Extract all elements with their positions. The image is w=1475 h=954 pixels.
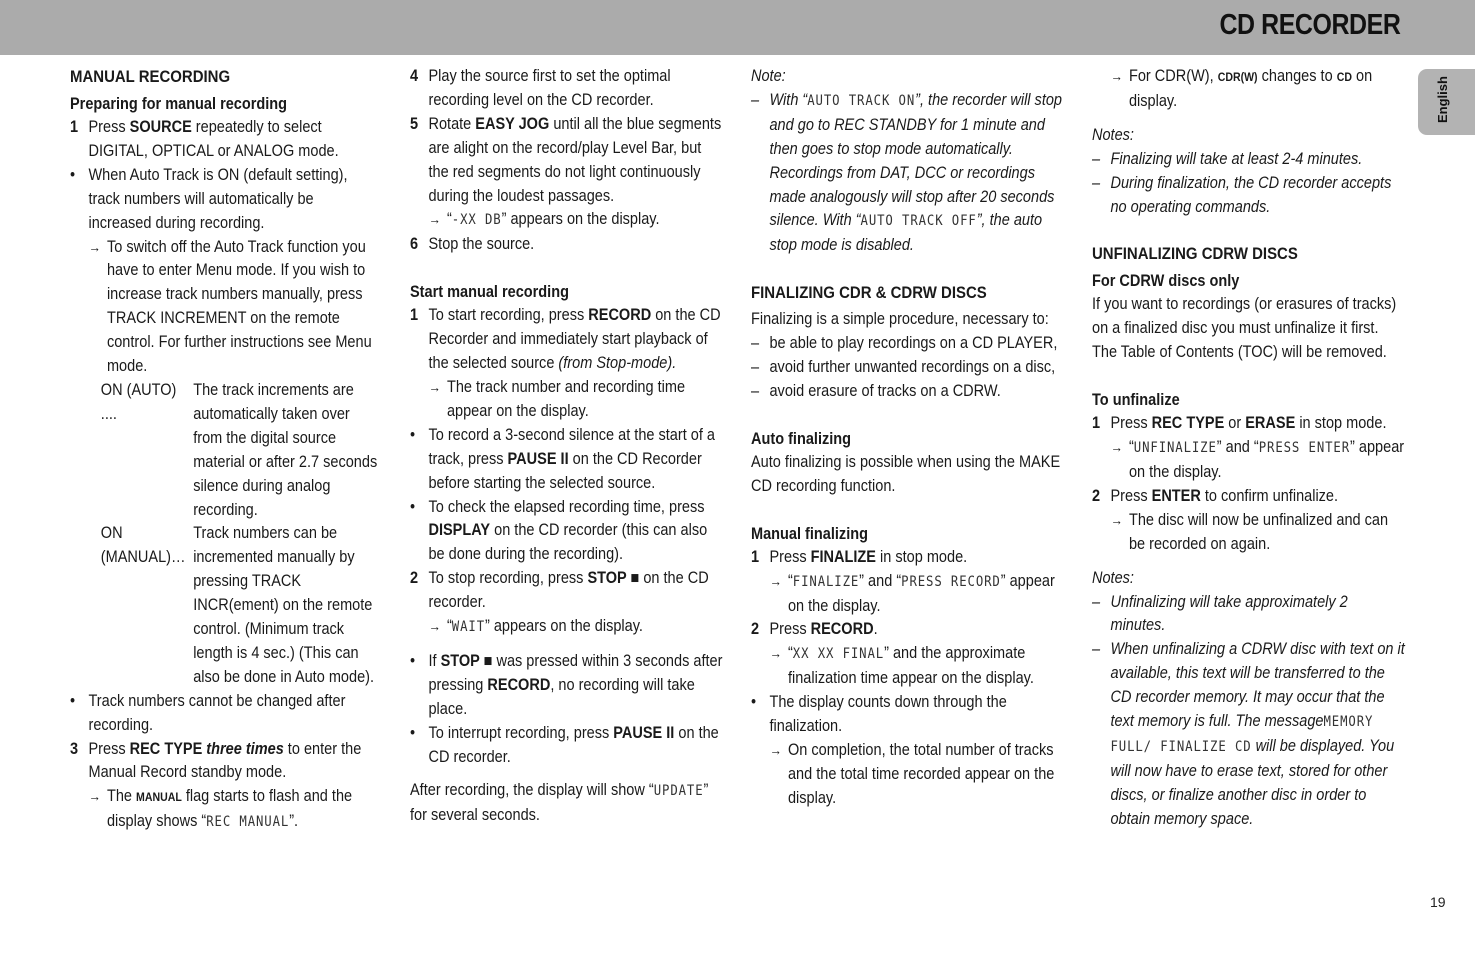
- step-4: 4 Play the source first to set the optimal recording level on the CD recorder.: [410, 67, 671, 109]
- note-no-commands: – During finalization, the CD recorder accepts no operating commands.: [1092, 173, 1392, 216]
- arrow-final-time: → “XX XX FINAL” and the approximate finalization time appear on the display.: [769, 642, 1062, 691]
- finalizing-intro: Finalizing is a simple procedure, necessary to:: [751, 310, 1049, 329]
- note-label: Note:: [751, 67, 786, 85]
- section-heading-manual-recording: MANUAL RECORDING: [70, 67, 231, 86]
- arrow-icon: →: [88, 788, 101, 805]
- subheading-preparing: Preparing for manual recording: [70, 95, 288, 113]
- arrow-icon: →: [1110, 68, 1123, 84]
- header-bar: [0, 0, 1475, 55]
- language-tab-label: English: [1435, 76, 1450, 123]
- arrow-icon: →: [769, 572, 782, 589]
- unfinalize-step-2: 2 Press ENTER to confirm unfinalize.: [1092, 486, 1339, 505]
- note-finalize-time: – Finalizing will take at least 2-4 minutes.: [1092, 149, 1363, 168]
- arrow-track-time: → The track number and recording time appear on the display.: [428, 376, 723, 424]
- arrow-icon: →: [1110, 511, 1123, 528]
- finalize-step-1: 1 Press FINALIZE in stop mode.: [751, 547, 968, 566]
- arrow-icon: →: [428, 378, 441, 395]
- bullet-interrupt: • To interrupt recording, press PAUSE II on the CD recorder.: [410, 723, 719, 766]
- arrow-wait: → “WAIT” appears on the display.: [428, 615, 723, 640]
- step-3: 3 Press REC TYPE three times to enter the Manual Record standby mode.: [70, 739, 362, 782]
- bullet-track-numbers: • Track numbers cannot be changed after recording.: [70, 691, 346, 734]
- unfinalize-intro: If you want to recordings (or erasures of tracks) on a finalized disc you must unfinalize it first. The Table of Contents (TOC) will be removed.: [1092, 295, 1397, 362]
- arrow-cdrw-changes: → For CDR(W), CDR(W) changes to CD on display.: [1110, 65, 1405, 114]
- arrow-unfinalized: → The disc will now be unfinalized and can be recorded on again.: [1110, 509, 1405, 557]
- subheading-auto-finalizing: Auto finalizing: [751, 429, 852, 448]
- arrow-icon: →: [88, 238, 101, 255]
- bullet-auto-track: • When Auto Track is ON (default setting), track numbers will automatically be increased during recording.: [70, 165, 348, 232]
- note-unfinalize-time: – Unfinalizing will take approximately 2 minutes.: [1092, 592, 1348, 635]
- arrow-icon: →: [769, 741, 782, 758]
- record-step-2: 2 To stop recording, press STOP ■ on the CD recorder.: [410, 569, 709, 612]
- column-4: [1092, 65, 1410, 832]
- section-heading-unfinalizing: UNFINALIZING CDRW DISCS: [1092, 244, 1298, 264]
- subheading-to-unfinalize: To unfinalize: [1092, 391, 1180, 410]
- arrow-icon: →: [1110, 439, 1123, 456]
- arrow-icon: →: [428, 211, 441, 228]
- subheading-start-manual: Start manual recording: [410, 283, 569, 302]
- step-6: 6 Stop the source.: [410, 235, 535, 254]
- finalize-reason-3: – avoid erasure of tracks on a CDRW.: [751, 381, 1001, 400]
- notes-label-1: Notes:: [1092, 125, 1134, 144]
- bullet-elapsed-time: • To check the elapsed recording time, press DISPLAY on the CD recorder (this can also be done during the recording).: [410, 497, 708, 564]
- subheading-cdrw-only: For CDRW discs only: [1092, 272, 1240, 291]
- finalize-step-2: 2 Press RECORD.: [751, 620, 878, 639]
- unfinalize-step-1: 1 Press REC TYPE or ERASE in stop mode.: [1092, 414, 1387, 433]
- page-title: CD RECORDER: [1219, 9, 1400, 41]
- notes-label-2: Notes:: [1092, 568, 1134, 587]
- subheading-manual-finalizing: Manual finalizing: [751, 524, 868, 543]
- page-number: 19: [1430, 894, 1446, 910]
- note-auto-track: – With “AUTO TRACK ON”, the recorder will stop and go to REC STANDBY for 1 minute and then goes to stop mode automatically. Recordings from DAT, DCC or recordings made analogously will stop after 20 seconds silence. With “AUTO TRACK OFF”, the auto stop mode is disabled.: [751, 90, 1063, 255]
- note-cd-text-memory: – When unfinalizing a CDRW disc with text on it available, this text will be transferred to the CD recorder memory. It may occur that the text memory is full. The messageMEMORY FULL/ FINALIZE CD will be displayed. You will now have to erase text, stored for other discs, or finalize another disc in order to obtain memory space.: [1092, 640, 1405, 828]
- arrow-auto-track-off: → To switch off the Auto Track function you have to enter Menu mode. If you wish to increase track numbers manually, press TRACK INCREMENT on the remote control. For further instructions see Menu mode.: [88, 236, 380, 379]
- arrow-completion: → On completion, the total number of tracks and the total time recorded appear on the display.: [769, 739, 1062, 811]
- column-2: [410, 65, 728, 828]
- finalize-reason-2: – avoid further unwanted recordings on a disc,: [751, 358, 1056, 377]
- definition-on-auto: ON (AUTO) .... The track increments are automatically taken over from the digital source material or after 2.7 seconds silence during analog recording.: [100, 380, 378, 519]
- column-1: [70, 65, 385, 835]
- bullet-silence: • To record a 3-second silence at the start of a track, press PAUSE II on the CD Recorder before starting the selected source.: [410, 425, 716, 492]
- step-5: 5 Rotate EASY JOG until all the blue segments are alight on the record/play Level Bar, but the red segments do not light continuously during the loudest passages.: [410, 114, 722, 205]
- arrow-finalize-display: → “FINALIZE” and “PRESS RECORD” appear on the display.: [769, 570, 1062, 619]
- arrow-db-display: → “-XX DB” appears on the display.: [428, 208, 723, 233]
- column-3: [751, 65, 1067, 811]
- record-step-1: 1 To start recording, press RECORD on the CD Recorder and immediately start playback of the selected source (from Stop-mode).: [410, 306, 721, 373]
- definition-on-manual: ON (MANUAL)… Track numbers can be incremented manually by pressing TRACK INCR(ement) on the remote control. (Minimum track length is 4 sec.) (This can also be done in Auto mode).: [100, 524, 375, 686]
- after-recording-text: After recording, the display will show “UPDATE” for several seconds.: [410, 781, 709, 825]
- finalize-reason-1: – be able to play recordings on a CD PLAYER,: [751, 334, 1058, 353]
- language-tab: [1418, 69, 1475, 135]
- auto-finalizing-text: Auto finalizing is possible when using the MAKE CD recording function.: [751, 452, 1061, 495]
- section-heading-finalizing: FINALIZING CDR & CDRW DISCS: [751, 283, 987, 303]
- bullet-stop-pressed: • If STOP ■ was pressed within 3 seconds after pressing RECORD, no recording will take place.: [410, 651, 723, 718]
- bullet-countdown: • The display counts down through the finalization.: [751, 693, 1007, 736]
- arrow-manual-flag: → The MANUAL flag starts to flash and the display shows “REC MANUAL”.: [88, 785, 380, 835]
- arrow-icon: →: [769, 645, 782, 662]
- step-1: 1 Press SOURCE repeatedly to select DIGITAL, OPTICAL or ANALOG mode.: [70, 118, 339, 160]
- arrow-icon: →: [428, 618, 441, 635]
- arrow-unfinalize-display: → “UNFINALIZE” and “PRESS ENTER” appear on the display.: [1110, 436, 1405, 485]
